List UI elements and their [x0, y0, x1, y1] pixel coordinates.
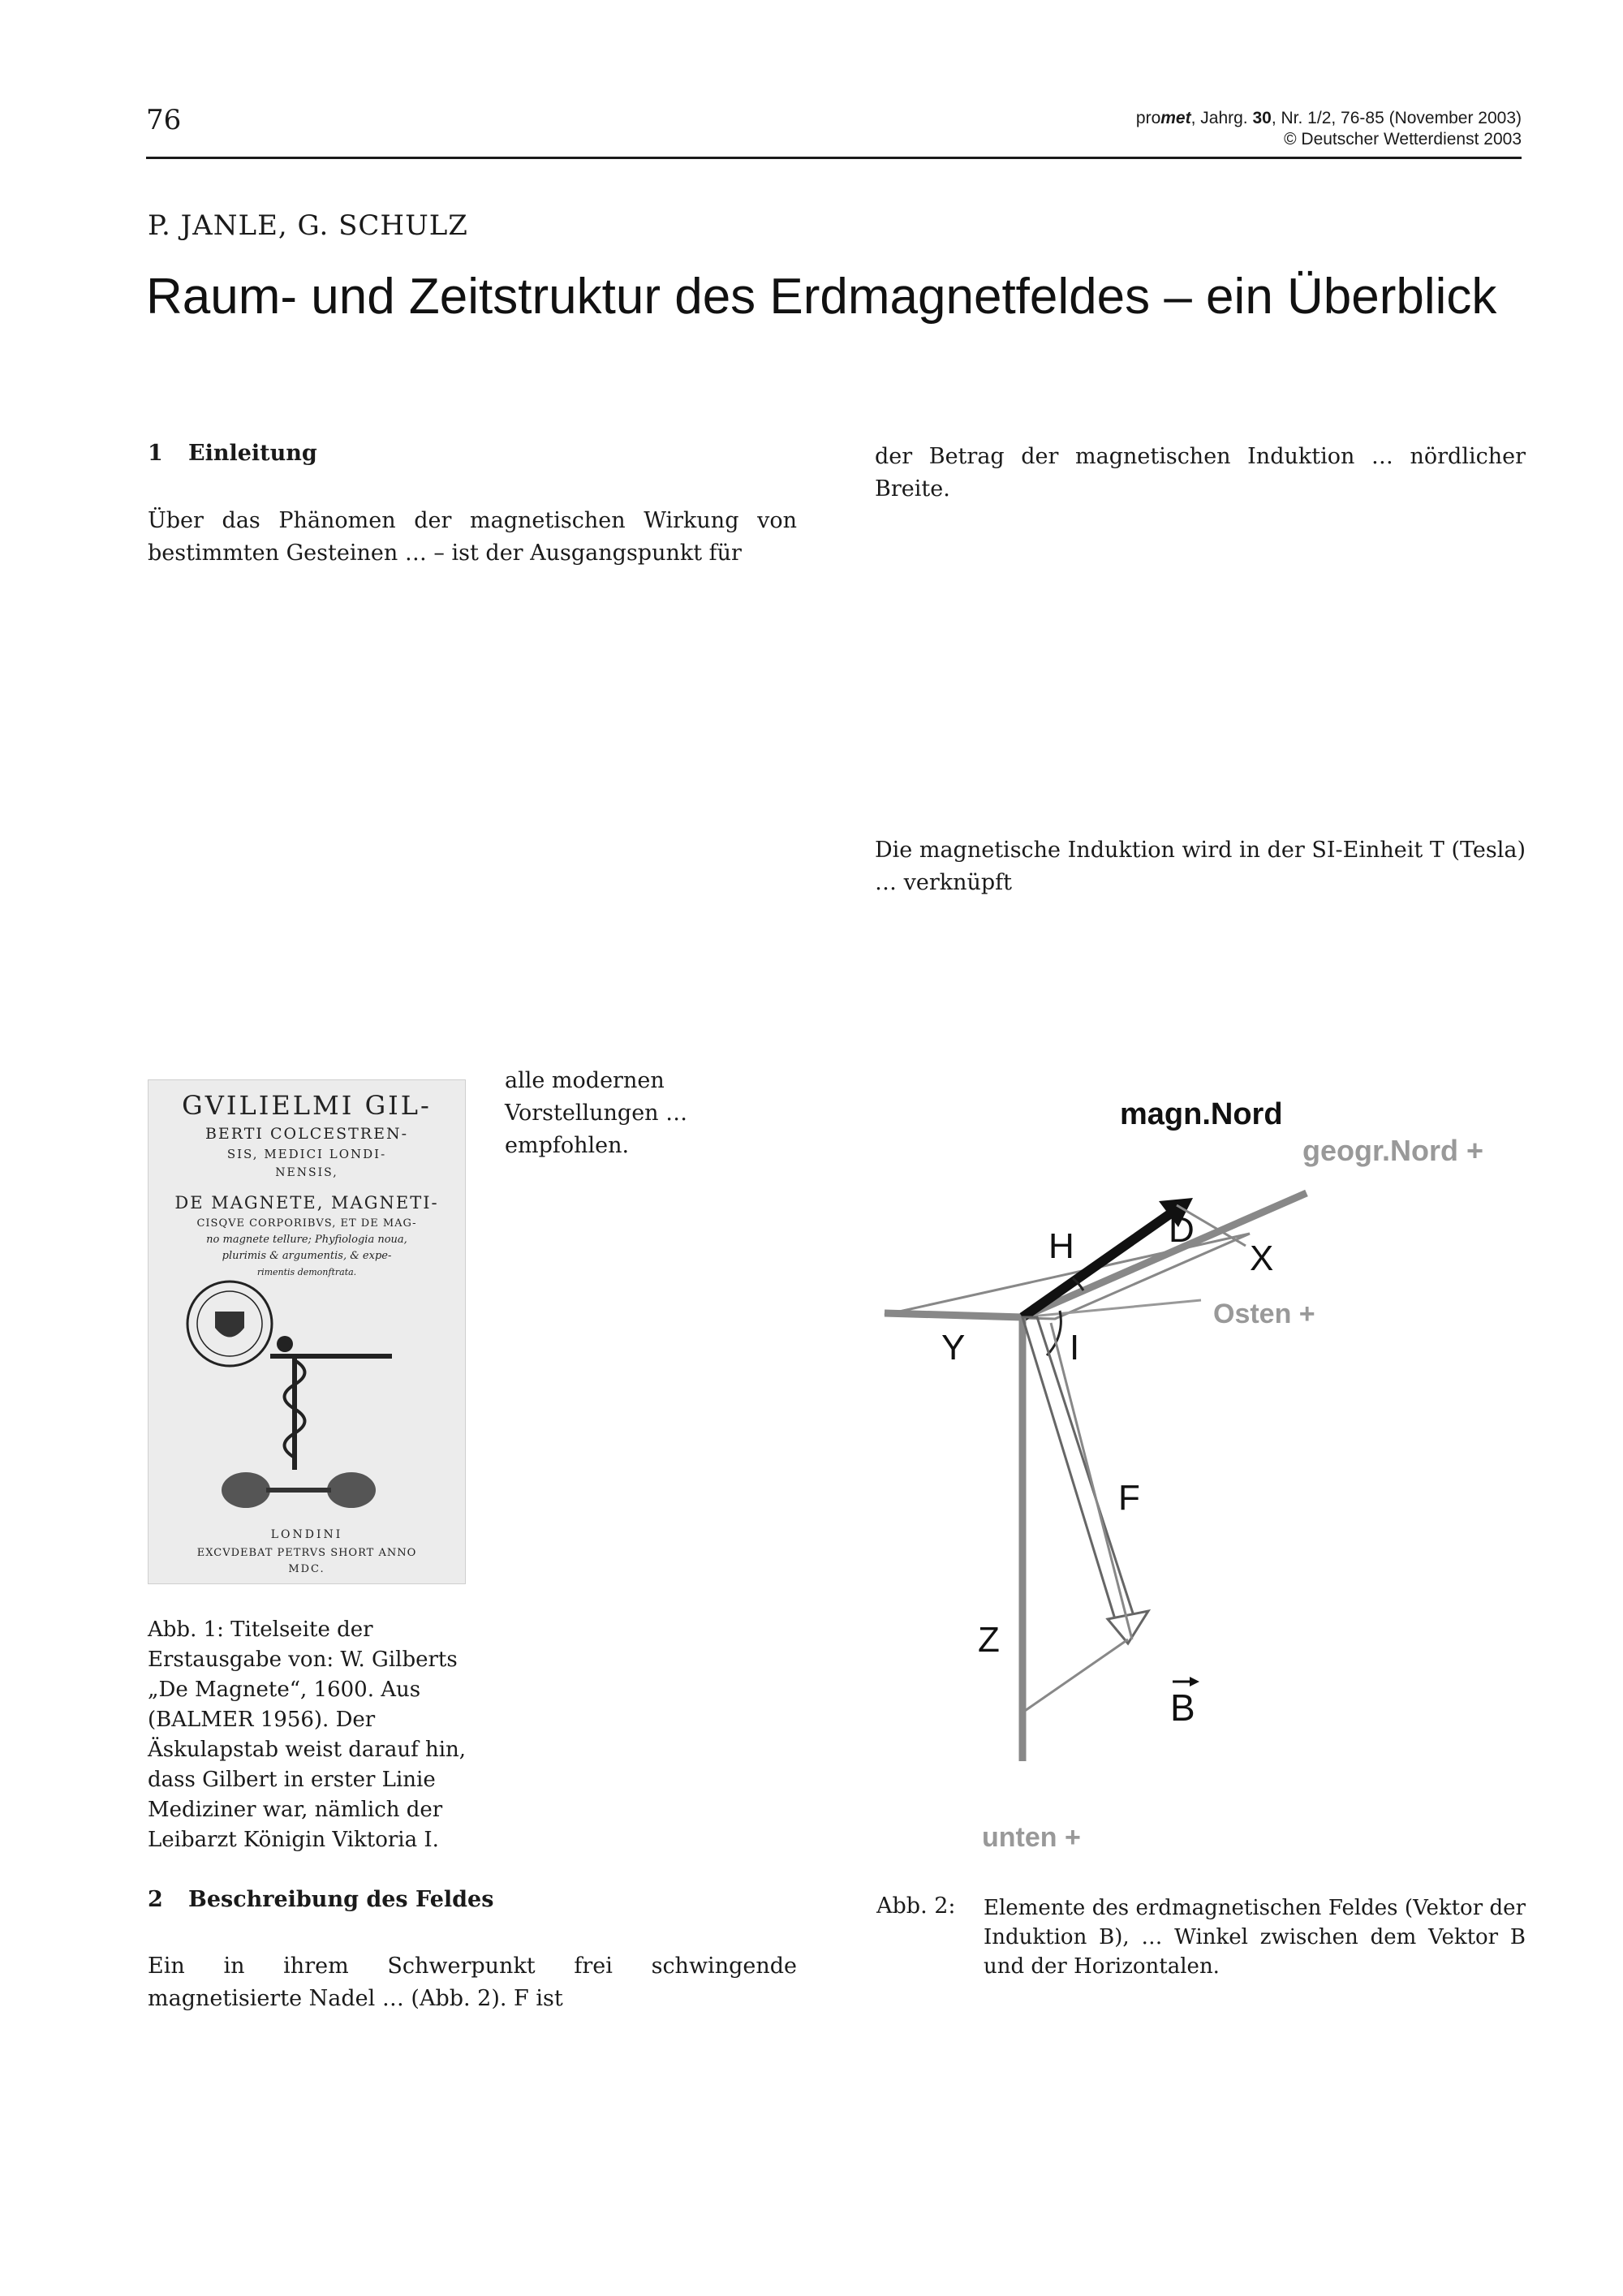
osten-label: Osten +	[1213, 1299, 1315, 1329]
field-vector-diagram	[860, 1088, 1526, 1867]
book-line-7: no magnete tellure; Phyfiologia noua,	[206, 1234, 407, 1246]
book-line-4: NENSIS,	[275, 1166, 338, 1179]
figure-2-caption: Elemente des erdmagnetischen Feldes (Vektor der Induktion B), … Winkel zwischen dem Vektor B und der Horizontalen.	[984, 1896, 1526, 1979]
header-rule	[146, 157, 1522, 159]
copyright-line: © Deutscher Wetterdienst 2003	[1284, 130, 1522, 149]
z-label: Z	[978, 1620, 1000, 1660]
book-line-9: rimentis demonftrata.	[256, 1267, 357, 1277]
intro-paragraph: Über das Phänomen der magnetischen Wirkung von bestimmten Gesteinen … – ist der Ausgangspunkt für	[148, 508, 797, 566]
section-2-paragraph: Ein in ihrem Schwerpunkt frei schwingende magnetisierte Nadel … (Abb. 2). F ist	[148, 1954, 797, 2011]
geogr-nord-label: geogr.Nord +	[1302, 1134, 1484, 1167]
title-page-illustration	[149, 1080, 465, 1583]
journal-italic: met	[1160, 109, 1191, 127]
magn-nord-label: magn.Nord	[1120, 1097, 1283, 1131]
right-paragraph-1: der Betrag der magnetischen Induktion … nördlicher Breite.	[875, 444, 1526, 502]
figure-1-caption: Abb. 1: Titelseite der Erstausgabe von: W. Gilberts „De Magnete“, 1600. Aus (BALMER 1956). Der Äskulapstab weist darauf hin, dass Gilbert in erster Linie Mediziner war, nämlich der Leibarzt Königin Viktoria I.	[148, 1618, 467, 1852]
magnetic-elements-diagram	[860, 1088, 1526, 1867]
journal-citation	[1136, 108, 1522, 150]
journal-line	[1136, 108, 1522, 129]
right-paragraph-2: Die magnetische Induktion wird in der SI-Einheit T (Tesla) … verknüpft	[875, 838, 1526, 895]
journal-issue: , Nr. 1/2, 76-85 (November 2003)	[1271, 109, 1522, 127]
b-line-lower	[1022, 1639, 1128, 1712]
book-line-3: SIS, MEDICI LONDI-	[226, 1147, 387, 1161]
figure-2-label: Abb. 2:	[876, 1893, 956, 1919]
i-label: I	[1070, 1328, 1080, 1368]
journal-volume: 30	[1252, 109, 1272, 127]
article-title: Raum- und Zeitstruktur des Erdmagnetfeldes – ein Überblick	[146, 269, 1497, 325]
section-number: 1	[148, 441, 163, 466]
section-title: Einleitung	[188, 441, 317, 466]
section-heading-2	[148, 1887, 493, 1912]
y-axis-line	[885, 1313, 1022, 1317]
journal-prefix: pro	[1135, 109, 1161, 127]
page-number: 76	[146, 104, 182, 136]
book-line-12: MDC.	[288, 1563, 325, 1575]
wrap-paragraph: alle modernen Vorstellungen … empfohlen.	[505, 1068, 688, 1158]
y-label: Y	[941, 1328, 966, 1368]
section-heading-1	[148, 441, 317, 466]
authors: P. JANLE, G. SCHULZ	[148, 209, 468, 242]
book-line-11: EXCVDEBAT PETRVS SHORT ANNO	[196, 1547, 417, 1559]
gilbert-title-page-image	[148, 1079, 466, 1584]
section-number: 2	[148, 1887, 163, 1912]
book-line-1: GVILIELMI GIL-	[182, 1090, 432, 1121]
book-line-6: CISQVE CORPORIBVS, ET DE MAG-	[196, 1217, 417, 1230]
h-label: H	[1048, 1226, 1074, 1266]
b-vector-arrow-icon	[1173, 1677, 1199, 1686]
d-label: D	[1169, 1210, 1195, 1250]
book-line-5: DE MAGNETE, MAGNETI-	[174, 1193, 439, 1213]
book-line-2: BERTI COLCESTREN-	[204, 1125, 409, 1143]
book-line-8: plurimis & argumentis, & expe-	[222, 1250, 392, 1262]
section-title: Beschreibung des Feldes	[188, 1887, 494, 1912]
unten-label: unten +	[982, 1822, 1081, 1853]
b-label: B	[1170, 1686, 1195, 1729]
journal-rest: , Jahrg.	[1190, 109, 1253, 127]
f-label: F	[1118, 1478, 1140, 1518]
x-label: X	[1250, 1238, 1274, 1278]
book-line-10: LONDINI	[270, 1528, 343, 1541]
